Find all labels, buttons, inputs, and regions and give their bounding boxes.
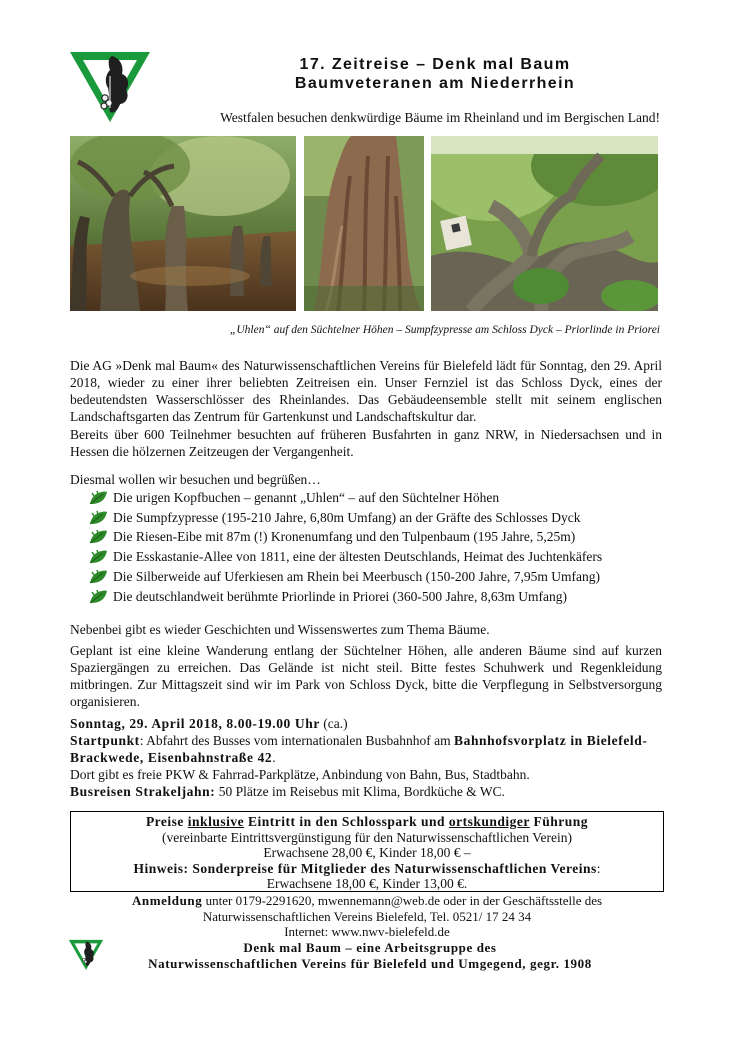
bus-line (70, 783, 670, 800)
start-point-label: Startpunkt (70, 733, 140, 748)
visitors-paragraph: Bereits über 600 Teilnehmer besuchten auf früheren Busfahrten in ganz NRW, in Niedersachsen und in Hessen die hölzernen Zeitzeugen der Vergangenheit. (70, 427, 662, 459)
association-logo (68, 48, 152, 124)
list-item (88, 488, 662, 508)
list-lead-in: Diesmal wollen wir besuchen und begrüßen… (70, 472, 321, 487)
registration-block (70, 893, 664, 940)
event-details (70, 715, 670, 800)
footer-line-1: Denk mal Baum – eine Arbeitsgruppe des (243, 940, 497, 955)
leaf-bullet-icon (88, 569, 109, 585)
standard-prices: Erwachsene 28,00 €, Kinder 18,00 € – (263, 845, 471, 861)
list-item (88, 528, 662, 548)
price-box (70, 811, 664, 892)
photo-beech-avenue (70, 136, 296, 311)
list-item (88, 567, 662, 587)
price-heading-part: Führung (529, 814, 589, 829)
walk-paragraph: Geplant ist eine kleine Wanderung entlang der Süchtelner Höhen, alle anderen Bäume sind auf kurzen Spaziergängen zu erreichen. Das Gelände ist nicht steil. Bitte festes Schuhwerk und Regenkleidung mitbringen. Zur Mittagszeit sind wir im Park von Schloss Dyck, bitte die Verpflegung in Selbstversorgung organisieren. (70, 643, 662, 709)
list-item (88, 508, 662, 528)
intro-paragraph: Die AG »Denk mal Baum« des Naturwissenschaftlichen Vereins für Bielefeld lädt für Sonntag, den 29. April 2018, wieder zu einer ihrer beliebten Zeitreisen ein. Unser Fernziel ist das Schloss Dyck, eines der bedeutendsten Wasserschlösser des Rheinlandes. Das Gebäudeensemble stellt mit seinem englischen Landschaftsgarten das Zentrum für Gartenkunst und Landschaftskultur dar. (70, 358, 662, 424)
leaf-bullet-icon (88, 510, 109, 526)
footer-line-2: Naturwissenschaftlichen Vereins für Bielefeld und Umgegend, gegr. 1908 (148, 955, 592, 971)
price-note: (vereinbarte Eintrittsvergünstigung für den Naturwissenschaftlichen Verein) (161, 829, 572, 845)
member-prices: Erwachsene 18,00 €, Kinder 13,00 €. (266, 876, 468, 892)
list-item-text: Die Esskastanie-Allee von 1811, eine der ältesten Deutschlands, Heimat des Juchtenkäfers (113, 549, 603, 565)
list-item-text: Die Sumpfzypresse (195-210 Jahre, 6,80m Umfang) an der Gräfte des Schlosses Dyck (113, 509, 581, 525)
registration-line-1 (70, 893, 664, 909)
member-notice-text: Hinweis: Sonderpreise für Mitglieder des Naturwissenschaftlichen Vereins (133, 860, 597, 876)
price-heading-part: Preise (145, 814, 188, 829)
photo-priory-linden (431, 136, 658, 311)
side-note-paragraph: Nebenbei gibt es wieder Geschichten und Wissenswertes zum Thema Bäume. (70, 622, 490, 637)
footer (100, 940, 640, 971)
title-line-2: Baumveteranen am Niederrhein (294, 75, 576, 92)
list-item-text: Die Silberweide auf Uferkiesen am Rhein bei Meerbusch (150-200 Jahre, 7,95m Umfang) (113, 569, 600, 585)
website-line: Internet: www.nwv-bielefeld.de (284, 924, 450, 940)
bus-text: 50 Plätze im Reisebus mit Klima, Bordküche & WC. (215, 784, 505, 799)
subtitle: Westfalen besuchen denkwürdige Bäume im Rheinland und im Bergischen Land! (220, 110, 660, 125)
event-date-line (70, 715, 670, 732)
list-item (88, 587, 662, 607)
leaf-bullet-icon (88, 549, 109, 565)
association-logo-small (68, 938, 104, 971)
list-item-text: Die deutschlandweit berühmte Priorlinde in Priorei (360-500 Jahre, 8,63m Umfang) (113, 588, 568, 604)
event-date-note: (ca.) (319, 716, 348, 731)
photo-swamp-cypress (304, 136, 424, 311)
title-line-1: 17. Zeitreise – Denk mal Baum (299, 56, 571, 73)
start-point-line (70, 732, 670, 766)
bus-company-label: Busreisen Strakeljahn: (70, 784, 216, 799)
leaf-bullet-icon (88, 589, 109, 605)
parking-line: Dort gibt es freie PKW & Fahrrad-Parkplätze, Anbindung von Bahn, Bus, Stadtbahn. (70, 767, 530, 782)
photo-caption: „Uhlen“ auf den Süchtelner Höhen – Sumpfzypresse am Schloss Dyck – Priorlinde in Priorei (229, 324, 660, 336)
list-item-text: Die urigen Kopfbuchen – genannt „Uhlen“ – auf den Süchtelner Höhen (113, 489, 500, 505)
price-heading (71, 814, 663, 830)
list-item (88, 547, 662, 567)
highlights-list (88, 488, 662, 607)
price-heading-local: ortskundiger (448, 814, 530, 829)
registration-line-2: Naturwissenschaftlichen Vereins Bielefeld, Tel. 0521/ 17 24 34 (202, 908, 532, 924)
leaf-bullet-icon (88, 529, 109, 545)
start-point-place: Bahnhofsvorplatz in Bielefeld-Brackwede, Eisenbahnstraße 42 (70, 733, 648, 765)
list-item-text: Die Riesen-Eibe mit 87m (!) Kronenumfang und den Tulpenbaum (195 Jahre, 5,25m) (113, 529, 576, 545)
registration-contact: unter 0179-2291620, mwennemann@web.de oder in der Geschäftsstelle des (202, 893, 603, 908)
registration-label: Anmeldung (131, 893, 203, 908)
start-point-end: . (272, 750, 276, 765)
title-block (200, 55, 670, 93)
event-date: Sonntag, 29. April 2018, 8.00-19.00 Uhr (70, 716, 320, 731)
start-point-text: : Abfahrt des Busses vom internationalen Busbahnhof am (139, 733, 454, 748)
leaf-bullet-icon (88, 490, 109, 506)
price-heading-inclusive: inklusive (187, 814, 245, 829)
member-notice-end: : (596, 860, 601, 876)
price-heading-part: Eintritt in den Schlosspark und (244, 814, 449, 829)
member-notice (71, 861, 663, 877)
